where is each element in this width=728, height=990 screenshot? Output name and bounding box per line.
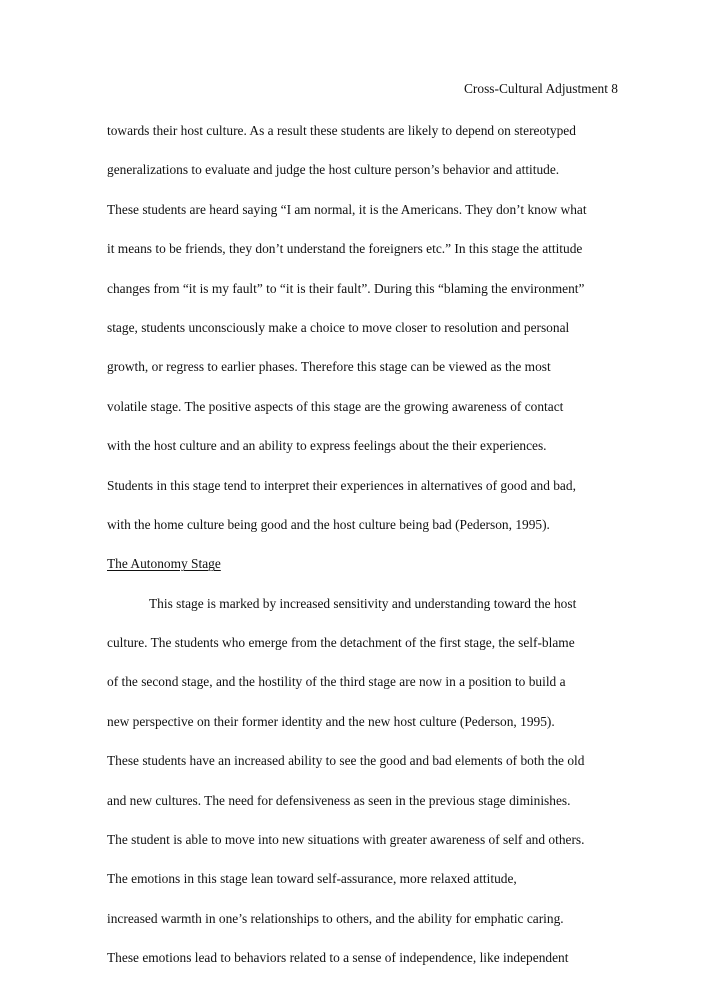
- text-line: of the second stage, and the hostility of the third stage are now in a position to build a: [107, 674, 566, 690]
- text-line: This stage is marked by increased sensitivity and understanding toward the host: [149, 595, 577, 611]
- text-line: it means to be friends, they don’t understand the foreigners etc.” In this stage the attitude: [107, 241, 583, 257]
- text-line: The student is able to move into new situations with greater awareness of self and others.: [107, 832, 585, 848]
- text-line: increased warmth in one’s relationships to others, and the ability for emphatic caring.: [107, 910, 564, 926]
- running-head: Cross-Cultural Adjustment 8: [464, 81, 618, 96]
- text-line: The emotions in this stage lean toward self-assurance, more relaxed attitude,: [107, 871, 517, 887]
- section-heading: The Autonomy Stage: [107, 556, 221, 572]
- body-text: [107, 123, 627, 990]
- text-line: Students in this stage tend to interpret their experiences in alternatives of good and bad,: [107, 477, 576, 493]
- text-line: new perspective on their former identity and the new host culture (Pederson, 1995).: [107, 713, 555, 729]
- text-line: These students have an increased ability to see the good and bad elements of both the old: [107, 753, 585, 769]
- text-line: towards their host culture. As a result these students are likely to depend on stereotyped: [107, 123, 576, 138]
- text-line: growth, or regress to earlier phases. Therefore this stage can be viewed as the most: [107, 359, 551, 375]
- text-line: These emotions lead to behaviors related to a sense of independence, like independent: [107, 950, 569, 966]
- text-line: and new cultures. The need for defensiveness as seen in the previous stage diminishes.: [107, 792, 571, 808]
- text-line: generalizations to evaluate and judge the host culture person’s behavior and attitude.: [107, 162, 560, 178]
- text-line: with the home culture being good and the host culture being bad (Pederson, 1995).: [107, 516, 550, 532]
- text-line: These students are heard saying “I am normal, it is the Americans. They don’t know what: [107, 201, 587, 217]
- text-line: volatile stage. The positive aspects of this stage are the growing awareness of contact: [107, 398, 564, 414]
- text-line: with the host culture and an ability to express feelings about the their experiences.: [107, 438, 547, 454]
- text-line: changes from “it is my fault” to “it is their fault”. During this “blaming the environment”: [107, 280, 585, 296]
- text-line: stage, students unconsciously make a choice to move closer to resolution and personal: [107, 319, 570, 335]
- text-line: culture. The students who emerge from the detachment of the first stage, the self-blame: [107, 635, 575, 651]
